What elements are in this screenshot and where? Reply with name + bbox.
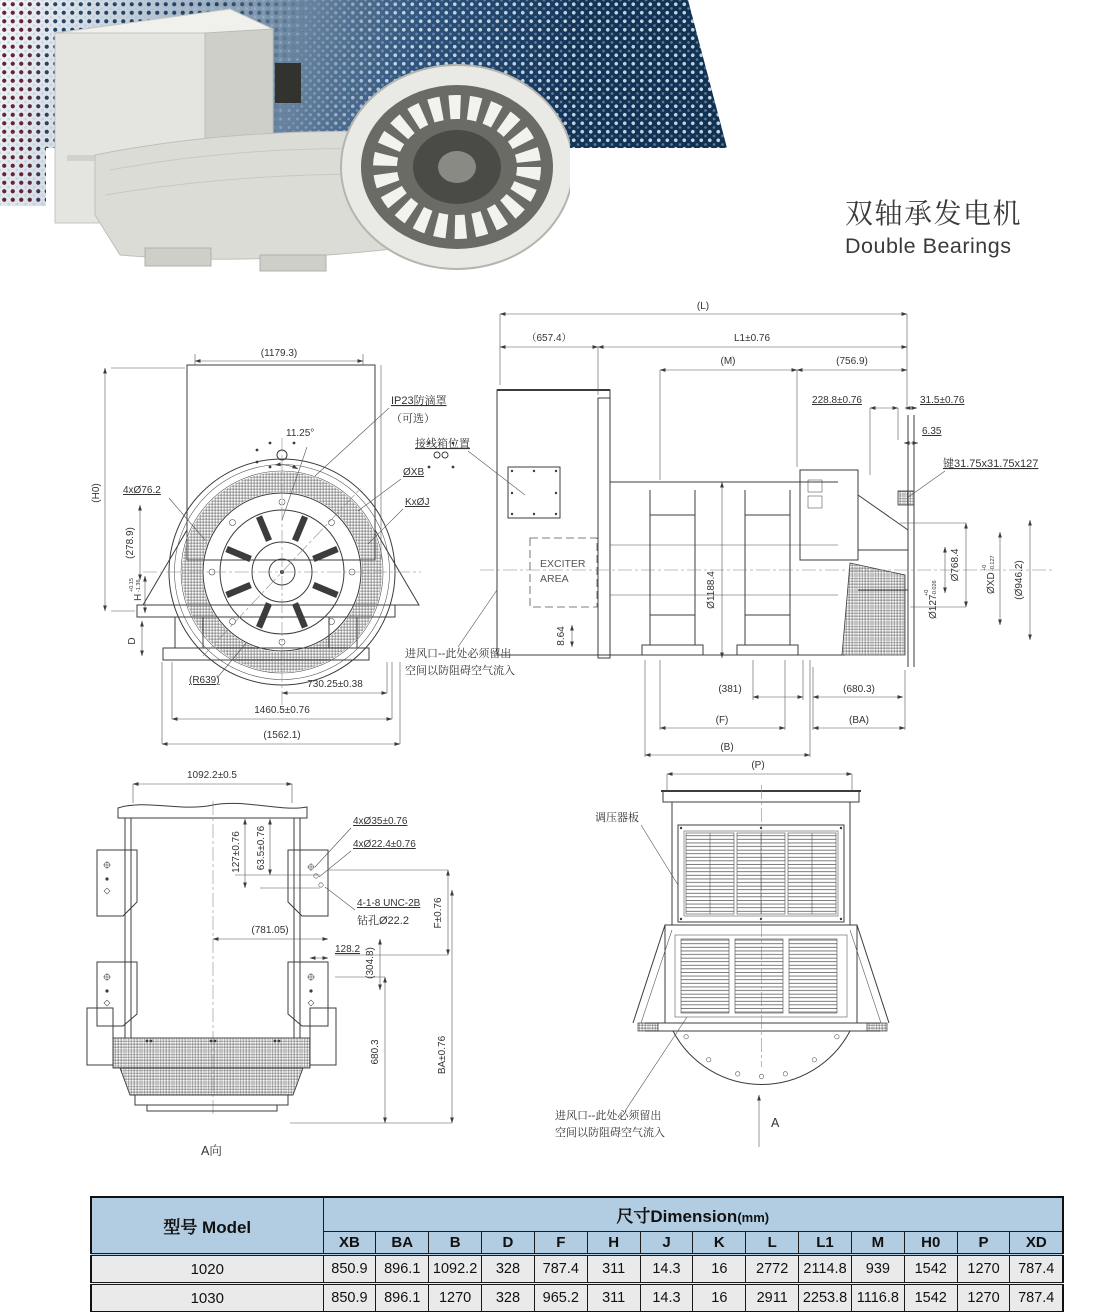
value-cell: 14.3 [640,1284,693,1312]
dim-label: (BA) [849,715,869,726]
dim-label: (756.9) [836,356,868,367]
open-end-ring [341,65,570,269]
dim-label: 8.64 [556,626,567,646]
drawing-rear-view [545,755,1015,1175]
value-cell: 311 [587,1284,640,1312]
dim-label: (680.3) [843,684,875,695]
dim-header-en: Dimension [650,1207,738,1226]
table-row [91,1255,1063,1284]
dimension-table [90,1196,1064,1312]
table-row [91,1284,1063,1312]
dim-label: (B) [720,742,734,753]
value-cell: 311 [587,1255,640,1284]
value-cell: 896.1 [376,1284,429,1312]
value-cell: 1116.8 [851,1284,904,1312]
callout-drill: 钻孔Ø22.2 [357,915,409,927]
foot-structure [87,801,336,1115]
svg-text:ØXD: ØXD [986,572,997,594]
value-cell: 1092.2 [429,1255,482,1284]
svg-text:H: H [133,593,144,601]
dim-label: BA±0.76 [437,1035,448,1075]
arrow-a-label: A [771,1116,780,1130]
pedestal [642,490,703,655]
callout-unc: 4-1-8 UNC-2B [357,898,421,909]
value-cell: 1542 [904,1255,957,1284]
dim-label: (M) [720,356,736,367]
column-header: H [587,1232,640,1255]
column-header: P [957,1232,1010,1255]
dim-label: 730.25±0.38 [307,679,363,690]
value-cell: 328 [482,1284,535,1312]
table-header-dimension [323,1197,1063,1232]
dim-label: 11.25° [286,428,315,439]
dim-label: (1179.3) [260,348,298,359]
column-header: J [640,1232,693,1255]
h-tolerance-label [129,578,144,601]
exciter-area-label: AREA [540,573,569,585]
dim-label: D [127,637,138,645]
svg-text:Ø127: Ø127 [928,594,939,619]
svg-text:+0: +0 [924,589,930,596]
page-title-en: Double Bearings [845,234,1012,258]
callout-holes224: 4xØ22.4±0.76 [353,839,416,850]
air-inlet-note: 空间以防阻碍空气流入 [555,1127,665,1139]
callout-kj: KxØJ [405,497,430,508]
callout-ip23: IP23防滴罩 [391,395,447,407]
side-structure [480,390,1055,667]
dim-label: 1460.5±0.76 [254,705,310,716]
callout-junction-box: 接线箱位置 [415,438,470,450]
dim-label: Ø1188.4 [706,571,717,609]
column-header: H0 [904,1232,957,1255]
column-header: D [482,1232,535,1255]
dim-label: L1±0.76 [733,333,771,344]
air-inlet-note: 进风口--此处必须留出 [555,1110,662,1122]
value-cell: 1270 [957,1284,1010,1312]
column-header: L1 [799,1232,852,1255]
column-header: L [746,1232,799,1255]
dim-label: (R639) [189,675,220,686]
dim-label: F±0.76 [433,897,444,929]
title-block [845,192,1022,259]
svg-text:-0.127: -0.127 [990,555,996,571]
value-cell: 787.4 [534,1255,587,1284]
column-header: XB [323,1232,376,1255]
dim-label: 128.2 [335,944,361,955]
exciter-area-label: EXCITER [540,558,586,570]
value-cell: 1542 [904,1284,957,1312]
svg-text:-1.36: -1.36 [136,579,142,592]
svg-text:-0.026: -0.026 [932,580,938,596]
value-cell: 16 [693,1255,746,1284]
value-cell: 2114.8 [799,1255,852,1284]
model-cell: 1020 [91,1255,323,1284]
dim-label: (H0) [91,483,102,503]
dim-label: (1562.1) [263,730,301,741]
callout-ip23-optional: （可选） [391,413,435,425]
value-cell: 1270 [429,1284,482,1312]
dim-label: （657.4） [526,333,572,344]
dim-label: 4xØ76.2 [123,485,161,496]
dim-label: 1092.2±0.5 [187,770,237,781]
column-header: K [693,1232,746,1255]
column-header: M [851,1232,904,1255]
side-dimensions [405,301,1038,757]
xd-tolerance-label [982,555,997,594]
foot-dimensions [133,770,452,1158]
d127-tolerance-label [924,580,939,619]
value-cell: 850.9 [323,1284,376,1312]
svg-text:+0.15: +0.15 [129,578,135,592]
model-cell: 1030 [91,1284,323,1312]
drawing-side-view [400,295,1095,780]
dim-label: (381) [718,684,742,695]
front-fan-rings [143,438,421,710]
svg-text:+0: +0 [982,564,988,571]
dim-label: (781.05) [251,925,289,936]
dim-label: (Ø946.2) [1014,560,1025,600]
column-header: F [534,1232,587,1255]
callout-xb: ØXB [403,467,425,478]
dim-label: (278.9) [125,527,136,559]
value-cell: 2772 [746,1255,799,1284]
dim-label: (L) [696,301,710,312]
dim-label: 31.5±0.76 [920,395,965,406]
generator-photo [25,5,570,275]
dim-label: (304.8) [365,947,376,979]
value-cell: 1270 [957,1255,1010,1284]
value-cell: 939 [851,1255,904,1284]
callout-key: 键31.75x31.75x127 [943,458,1039,470]
callout-holes35: 4xØ35±0.76 [353,816,408,827]
rear-structure [633,785,889,1084]
value-cell: 787.4 [1010,1255,1063,1284]
column-header: B [429,1232,482,1255]
dim-label: Ø768.4 [950,548,961,582]
dim-label: (F) [715,715,729,726]
dim-header-unit: (mm) [737,1210,770,1225]
column-header: XD [1010,1232,1063,1255]
value-cell: 850.9 [323,1255,376,1284]
pedestal [737,490,798,655]
view-a-label: A向 [201,1144,222,1158]
page-title-zh: 双轴承发电机 [845,198,1023,229]
dim-label: (P) [751,760,765,771]
value-cell: 328 [482,1255,535,1284]
value-cell: 896.1 [376,1255,429,1284]
value-cell: 787.4 [1010,1284,1063,1312]
dim-label: 6.35 [922,426,942,437]
value-cell: 2911 [746,1284,799,1312]
callout-regulator: 调压器板 [595,812,639,824]
dim-label: 127±0.76 [231,831,242,873]
table-header-model: 型号 Model [91,1197,323,1255]
air-inlet-note: 进风口--此处必须留出 [405,648,512,660]
air-inlet-note: 空间以防阻碍空气流入 [405,665,515,677]
value-cell: 16 [693,1284,746,1312]
value-cell: 965.2 [534,1284,587,1312]
dim-label: 63.5±0.76 [256,825,267,871]
drawing-foot-view [85,755,485,1165]
dim-header-zh: 尺寸 [616,1207,651,1226]
dim-label: 680.3 [370,1039,381,1065]
value-cell: 14.3 [640,1255,693,1284]
column-header: BA [376,1232,429,1255]
value-cell: 2253.8 [799,1284,852,1312]
dim-label: 228.8±0.76 [812,395,862,406]
